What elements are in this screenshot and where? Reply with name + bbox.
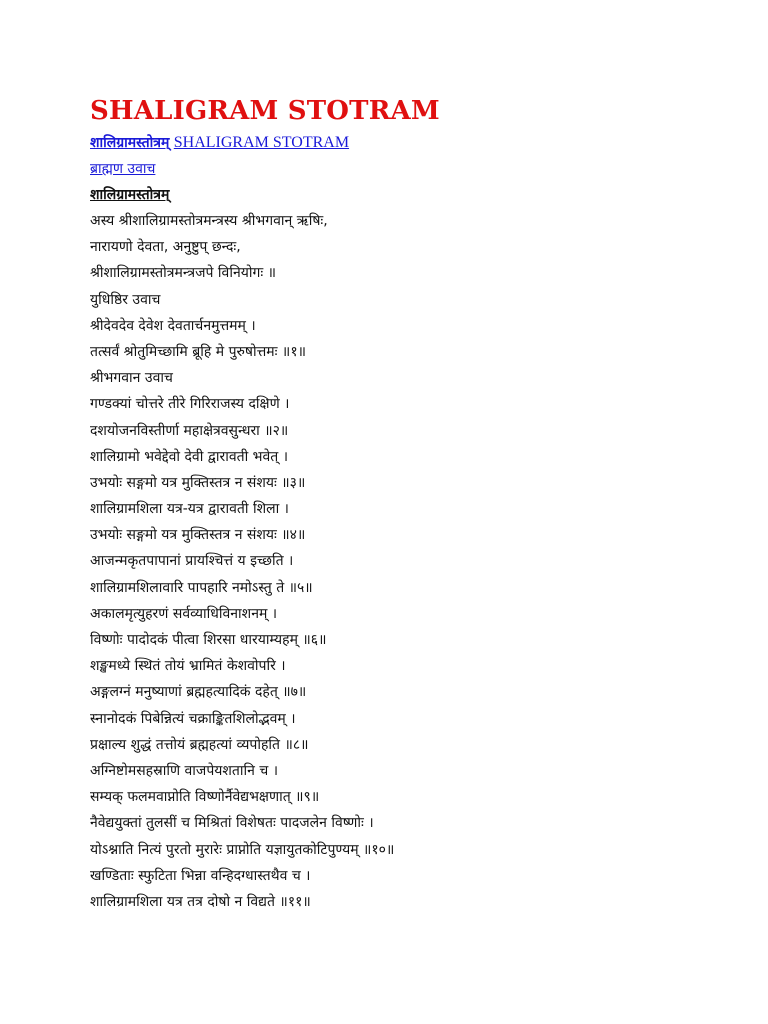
verse-line: दशयोजनविस्तीर्णा महाक्षेत्रवसुन्धरा ॥२॥	[90, 422, 289, 439]
verse-line: श्रीभगवान उवाच	[90, 370, 173, 387]
verse-line: योऽश्नाति नित्यं पुरतो मुरारेः प्राप्नोति यज्ञायुतकोटिपुण्यम् ॥१०॥	[90, 841, 395, 858]
verse-line: युधिष्ठिर उवाच	[90, 291, 161, 308]
verse-line: सम्यक् फलमवाप्नोति विष्णोर्नैवेद्यभक्षणात् ॥९॥	[90, 789, 320, 806]
stotram-link-devanagari[interactable]: शालिग्रामस्तोत्रम्	[90, 135, 170, 151]
verse-line: आजन्मकृतपापानां प्रायश्चित्तं य इच्छति ।	[90, 553, 294, 570]
speaker-line	[90, 156, 750, 182]
verse-line: उभयोः सङ्गमो यत्र मुक्तिस्तत्र न संशयः ॥४॥	[90, 527, 306, 544]
verse-line: नैवेद्ययुक्तां तुलसीं च मिश्रितां विशेषतः पादजलेन विष्णोः ।	[90, 815, 374, 832]
verse-line: शालिग्रामो भवेद्देवो देवी द्वारावती भवेत् ।	[90, 448, 289, 465]
verse-line: तत्सर्वं श्रोतुमिच्छामि ब्रूहि मे पुरुषोत्तमः ॥१॥	[90, 343, 306, 360]
section-heading: शालिग्रामस्तोत्रम्	[90, 187, 170, 203]
verse-line: श्रीदेवदेव देवेश देवतार्चनमुत्तमम् ।	[90, 317, 256, 334]
verse-line: उभयोः सङ्गमो यत्र मुक्तिस्तत्र न संशयः ॥३॥	[90, 474, 306, 491]
verse-line: शालिग्रामशिला यत्र तत्र दोषो न विद्यते ॥११॥	[90, 893, 311, 910]
document-title: SHALIGRAM STOTRAM	[90, 96, 440, 126]
verse-line: गण्डक्यां चोत्तरे तीरे गिरिराजस्य दक्षिणे ।	[90, 396, 290, 413]
document-page	[90, 94, 750, 915]
verse-list	[90, 208, 750, 915]
verse-line: स्नानोदकं पिबेन्नित्यं चक्राङ्कितशिलोद्भवम् ।	[90, 710, 296, 727]
verse-line: अकालमृत्युहरणं सर्वव्याधिविनाशनम् ।	[90, 605, 278, 622]
verse-line: नारायणो देवता, अनुष्टुप् छन्दः,	[90, 239, 241, 256]
title-link-line	[90, 130, 750, 156]
verse-line: अस्य श्रीशालिग्रामस्तोत्रमन्त्रस्य श्रीभगवान् ऋषिः,	[90, 213, 328, 229]
verse-line: शालिग्रामशिलावारि पापहारि नमोऽस्तु ते ॥५॥	[90, 579, 313, 596]
verse-line: खण्डिताः स्फुटिता भिन्ना वन्हिदग्धास्तथैव च ।	[90, 867, 311, 884]
verse-line: अग्निष्टोमसहस्राणि वाजपेयशतानि च ।	[90, 762, 279, 779]
brahmana-uvacha-link[interactable]: ब्राह्मण उवाच	[90, 161, 156, 177]
verse-line: शालिग्रामशिला यत्र-यत्र द्वारावती शिला ।	[90, 501, 289, 518]
verse-line: श्रीशालिग्रामस्तोत्रमन्त्रजपे विनियोगः ॥	[90, 265, 277, 282]
stotram-link-latin[interactable]: SHALIGRAM STOTRAM	[173, 134, 350, 151]
verse-line: विष्णोः पादोदकं पीत्वा शिरसा धारयाम्यहम् ॥६॥	[90, 632, 327, 648]
verse-line: प्रक्षाल्य शुद्धं तत्तोयं ब्रह्महत्यां व्यपोहति ॥८॥	[90, 736, 309, 753]
verse-line: शङ्खमध्ये स्थितं तोयं भ्रामितं केशवोपरि ।	[90, 658, 286, 675]
verse-line: अङ्गलग्नं मनुष्याणां ब्रह्महत्यादिकं दहेत् ॥७॥	[90, 684, 307, 701]
